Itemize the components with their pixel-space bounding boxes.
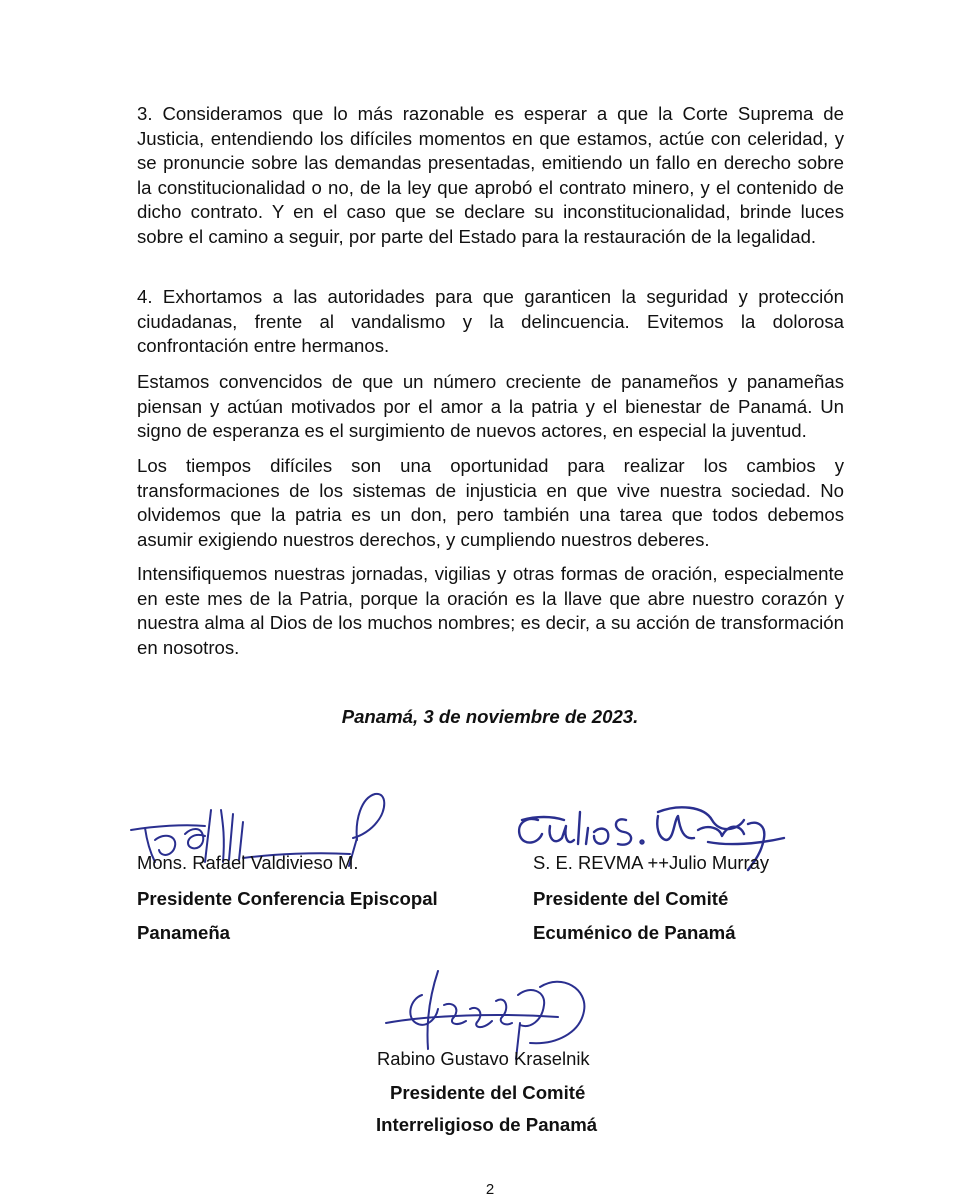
signatory-role-valdivieso-line2: Panameña [137,922,231,943]
signatory-role-kraselnik-line1: Presidente del Comité [390,1082,586,1103]
paragraph-3: 3. Consideramos que lo más razonable es esperar a que la Corte Suprema de Justicia, entendiendo los difíciles momentos en que estamos, actúe con celeridad, y se pronuncie sobre las demandas presentadas, emitiendo un fallo en derecho sobre la constitucionalidad o no, de la ley que aprobó el contrato minero, y el contenido de dicho contrato. Y en el caso que se declare su inconstitucionalidad, brinde luces sobre el camino a seguir, por parte del Estado para la restauración de la legalidad. [137,103,844,247]
date-line: Panamá, 3 de noviembre de 2023. [341,706,639,727]
paragraph-hope: Estamos convencidos de que un número creciente de panameños y panameñas piensan y actúan motivados por el amor a la patria y el bienestar de Panamá. Un signo de esperanza es el surgimiento de nuevos actores, en especial la juventud. [137,371,844,442]
signatory-name-kraselnik: Rabino Gustavo Kraselnik [377,1048,590,1069]
signatory-name-murray: S. E. REVMA ++Julio Murray [533,852,770,873]
paragraph-4: 4. Exhortamos a las autoridades para que garanticen la seguridad y protección ciudadanas, frente al vandalismo y la delincuencia. Evitemos la dolorosa confrontación entre hermanos. [137,286,844,357]
page-number: 2 [485,1181,495,1198]
signatory-role-kraselnik-line2: Interreligioso de Panamá [376,1114,598,1135]
paragraph-prayer: Intensifiquemos nuestras jornadas, vigilias y otras formas de oración, especialmente en este mes de la Patria, porque la oración es la llave que abre nuestro corazón y nuestra alma al Dios de los muchos nombres; es decir, a su acción de transformación en nosotros. [137,563,844,658]
signatory-role-murray-line1: Presidente del Comité [533,888,729,909]
signatory-role-murray-line2: Ecuménico de Panamá [533,922,736,943]
signatory-role-valdivieso-line1: Presidente Conferencia Episcopal [137,888,438,909]
paragraph-difficult-times: Los tiempos difíciles son una oportunidad para realizar los cambios y transformaciones de los sistemas de injusticia en que vive nuestra sociedad. No olvidemos que la patria es un don, pero también una tarea que todos debemos asumir exigiendo nuestros derechos, y cumpliendo nuestros deberes. [137,455,844,550]
signatory-name-valdivieso: Mons. Rafael Valdivieso M. [137,852,359,873]
